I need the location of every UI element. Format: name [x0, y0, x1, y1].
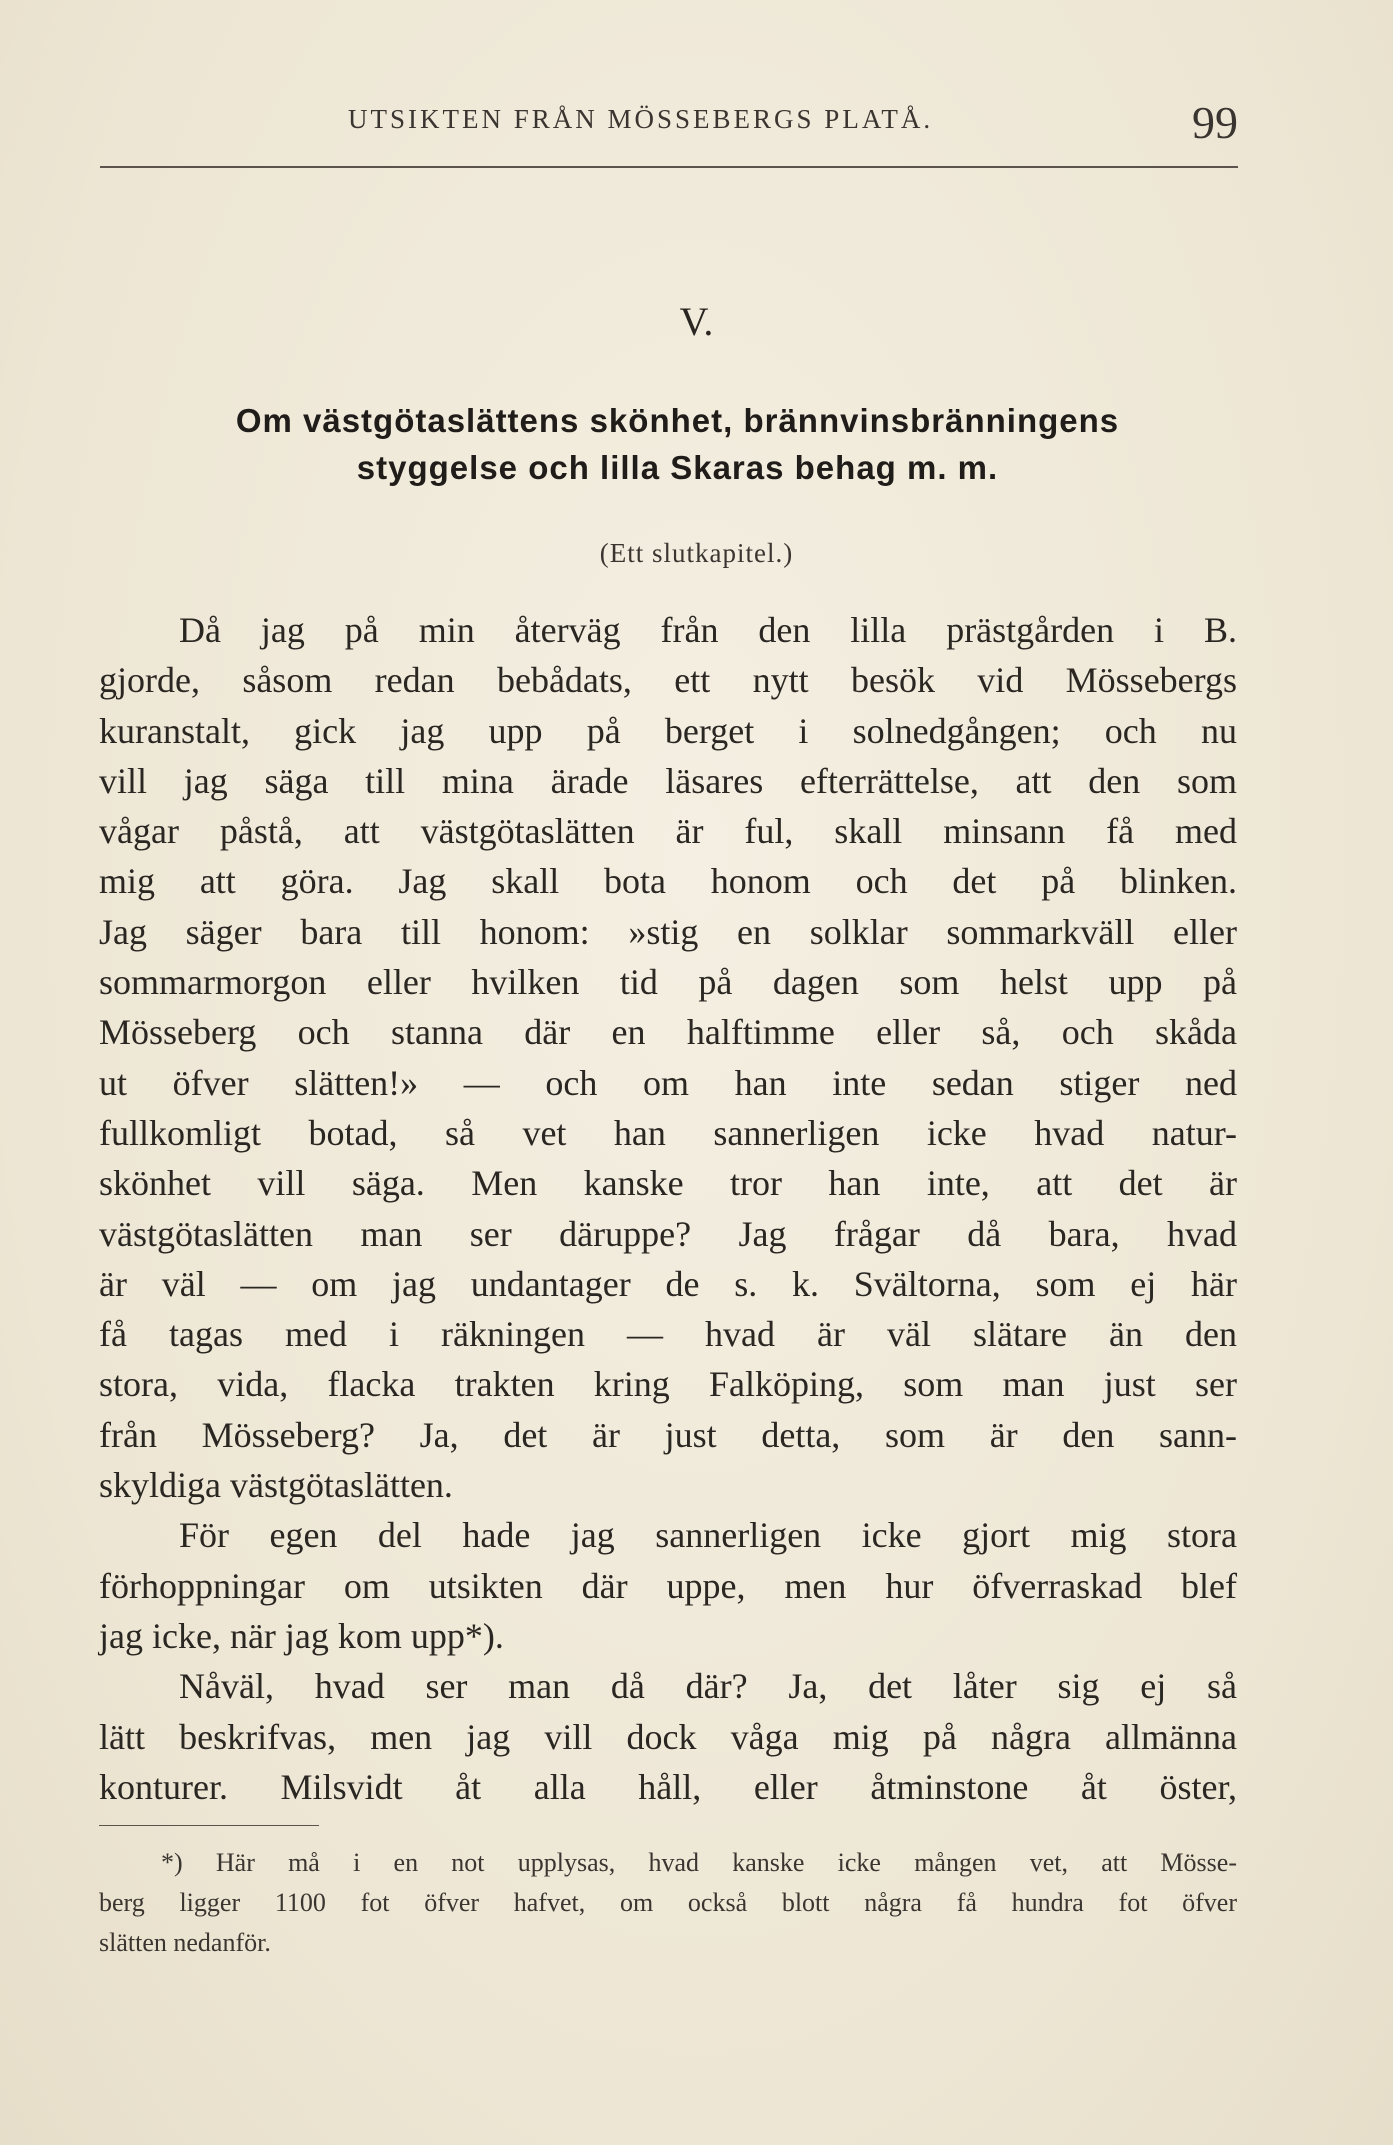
text-line: ut öfver slätten!» — och om han inte sedan stiger ned	[99, 1062, 1237, 1103]
body-text	[99, 605, 1237, 1812]
text-line: Mösseberg och stanna där en halftimme eller så, och skåda	[99, 1012, 1237, 1053]
text-line: kuranstalt, gick jag upp på berget i solnedgången; och nu	[99, 710, 1237, 751]
chapter-title	[110, 397, 1245, 491]
running-title: UTSIKTEN FRÅN MÖSSEBERGS PLATÅ.	[348, 104, 934, 134]
text-line: lätt beskrifvas, men jag vill dock våga mig på några allmänna	[99, 1716, 1237, 1757]
chapter-title-line: Om västgötaslättens skönhet, brännvinsbränningens	[235, 402, 1120, 439]
text-line: förhoppningar om utsikten där uppe, men hur öfverraskad blef	[99, 1565, 1237, 1606]
text-line: skyldiga västgötaslätten.	[99, 1465, 453, 1506]
text-line: västgötaslätten man ser däruppe? Jag frågar då bara, hvad	[99, 1213, 1237, 1254]
chapter-title-line: styggelse och lilla Skaras behag m. m.	[356, 449, 999, 486]
footnote	[99, 1843, 1237, 1963]
text-line: För egen del hade jag sannerligen icke gjort mig stora	[179, 1515, 1237, 1556]
text-line: stora, vida, flacka trakten kring Falköping, som man just ser	[99, 1364, 1237, 1405]
text-line: är väl — om jag undantager de s. k. Svältorna, som ej här	[99, 1263, 1237, 1304]
page-number: 99	[1192, 97, 1238, 148]
text-line: få tagas med i räkningen — hvad är väl slätare än den	[99, 1314, 1237, 1355]
text-line: gjorde, såsom redan bebådats, ett nytt besök vid Mössebergs	[99, 660, 1237, 701]
footnote-rule	[99, 1825, 319, 1826]
text-line: sommarmorgon eller hvilken tid på dagen som helst upp på	[99, 962, 1237, 1003]
footnote-line: *) Här må i en not upplysas, hvad kanske icke mången vet, att Mösse-	[161, 1848, 1237, 1877]
text-line: från Mösseberg? Ja, det är just detta, som är den sann-	[99, 1414, 1237, 1455]
text-line: Jag säger bara till honom: »stig en solklar sommarkväll eller	[99, 911, 1237, 952]
chapter-number: V.	[679, 299, 714, 344]
text-line: mig att göra. Jag skall bota honom och det på blinken.	[99, 861, 1237, 902]
footnote-line: berg ligger 1100 fot öfver hafvet, om också blott några få hundra fot öfver	[99, 1888, 1237, 1917]
text-line: Då jag på min återväg från den lilla prästgården i B.	[179, 610, 1237, 650]
running-head	[100, 96, 1238, 156]
text-line: jag icke, när jag kom upp*).	[99, 1615, 504, 1656]
text-line: skönhet vill säga. Men kanske tror han inte, att det är	[99, 1163, 1237, 1204]
text-line: vill jag säga till mina ärade läsares efterrättelse, att den som	[99, 760, 1237, 801]
text-line: Nåväl, hvad ser man då där? Ja, det låter sig ej så	[179, 1666, 1237, 1707]
footnote-line: slätten nedanför.	[99, 1928, 271, 1957]
header-rule	[100, 166, 1238, 168]
text-line: konturer. Milsvidt åt alla håll, eller åtminstone åt öster,	[99, 1766, 1237, 1807]
chapter-subtitle: (Ett slutkapitel.)	[599, 538, 794, 568]
text-line: fullkomligt botad, så vet han sannerligen icke hvad natur-	[99, 1112, 1237, 1153]
text-line: vågar påstå, att västgötaslätten är ful, skall minsann få med	[99, 811, 1237, 852]
